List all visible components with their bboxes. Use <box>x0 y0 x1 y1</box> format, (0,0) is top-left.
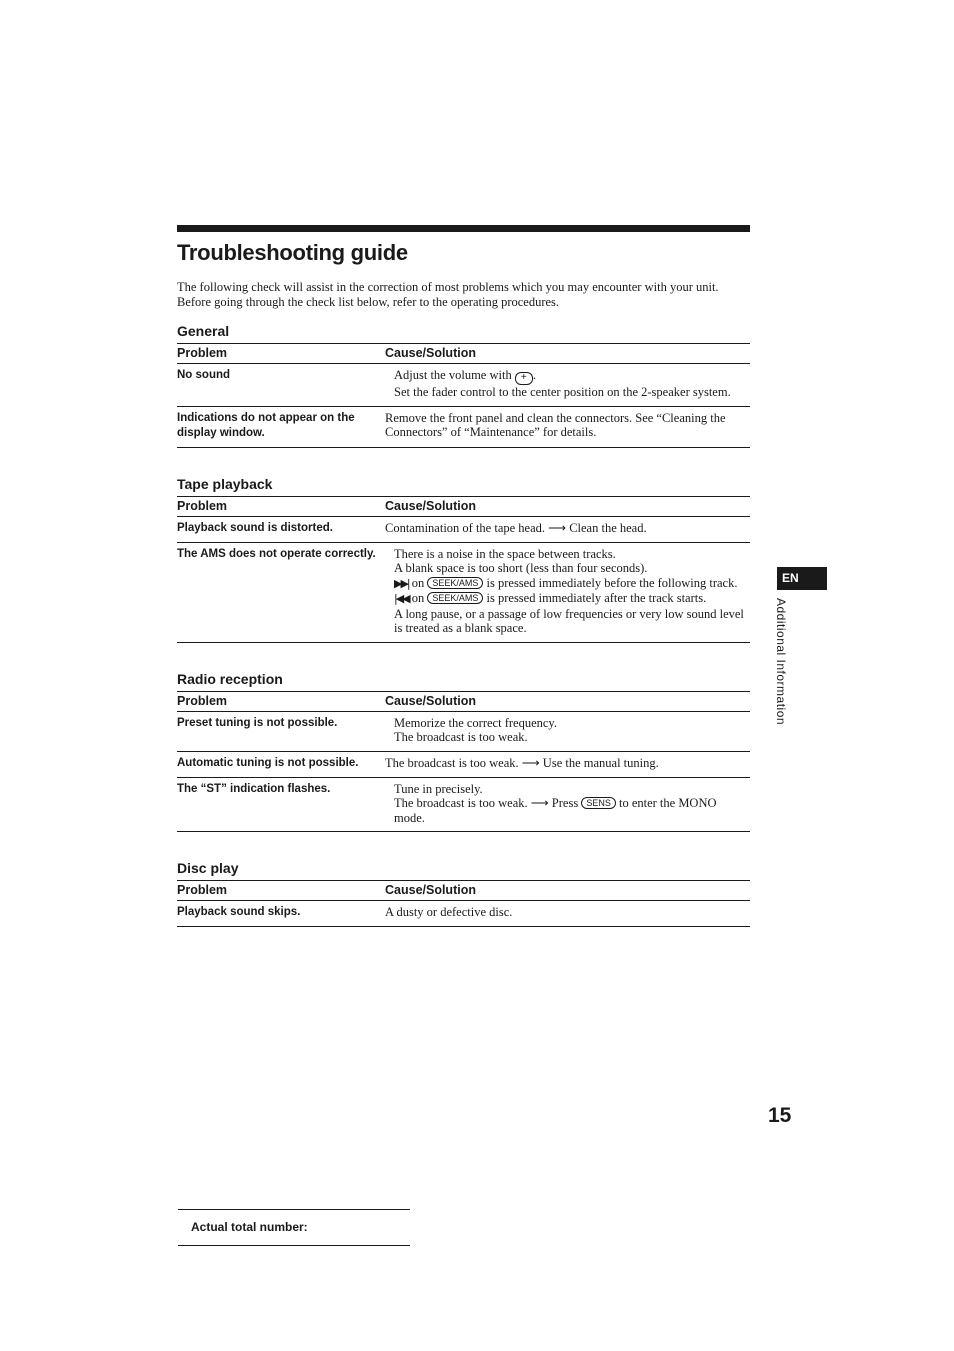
table-row <box>177 777 750 832</box>
cause-text: is pressed immediately before the following track. <box>486 575 738 590</box>
troubleshooting-page <box>177 225 750 927</box>
cause-header: Cause/Solution <box>385 881 750 901</box>
table-header-row <box>177 496 750 516</box>
cause-text: A long pause, or a passage of low frequencies or very low sound level is treated as a blank space. <box>394 606 744 635</box>
general-table <box>177 343 750 448</box>
volume-plus-key: + <box>515 372 533 385</box>
page-number: 15 <box>768 1104 792 1127</box>
problem-header: Problem <box>177 691 385 711</box>
table-row <box>177 751 750 777</box>
table-row <box>177 901 750 927</box>
cause-text: to enter the MONO mode. <box>394 796 717 825</box>
section-title: Radio reception <box>177 670 283 687</box>
cause-text: on <box>411 575 425 590</box>
problem-cell: Playback sound is distorted. <box>177 516 385 542</box>
problem-cell: The “ST” indication flashes. <box>177 777 385 832</box>
problem-header: Problem <box>177 496 385 516</box>
cause-cell: The broadcast is too weak. ⟶ Use the manual tuning. <box>385 751 750 777</box>
intro-text-1: The following check will assist in the correction of most problems which you may encounter with your unit. <box>177 280 719 294</box>
cause-text: Tune in precisely. <box>394 781 483 796</box>
cause-header: Cause/Solution <box>385 691 750 711</box>
cause-text: The broadcast is too weak. ⟶ Press <box>394 796 579 810</box>
problem-cell: No sound <box>177 364 385 407</box>
cause-cell: Contamination of the tape head. ⟶ Clean the head. <box>385 516 750 542</box>
seek-ams-key: SEEK/AMS <box>427 592 483 604</box>
problem-cell: The AMS does not operate correctly. <box>177 542 385 642</box>
cause-text: is pressed immediately after the track starts. <box>486 591 707 605</box>
cause-cell <box>385 777 750 832</box>
disc-table <box>177 880 750 927</box>
title-rule <box>177 225 750 232</box>
table-header-row <box>177 691 750 711</box>
cause-header: Cause/Solution <box>385 344 750 364</box>
cause-text: Memorize the correct frequency. <box>394 715 557 730</box>
cause-cell <box>385 364 750 407</box>
section-title: General <box>177 323 230 339</box>
table-row <box>177 406 750 447</box>
footer-box <box>178 1209 410 1246</box>
cause-cell <box>385 711 750 751</box>
cause-text: . <box>532 368 536 382</box>
section-title: Tape playback <box>177 475 273 492</box>
cause-text: The broadcast is too weak. <box>394 730 528 744</box>
table-row <box>177 516 750 542</box>
previous-track-icon: |◀◀ <box>394 592 409 605</box>
table-row <box>177 542 750 642</box>
page-title: Troubleshooting guide <box>177 240 408 265</box>
section-disc-play <box>177 860 750 927</box>
language-tab: EN <box>777 567 827 590</box>
tape-table <box>177 496 750 643</box>
problem-cell: Indications do not appear on the display window. <box>177 406 385 447</box>
cause-header: Cause/Solution <box>385 496 750 516</box>
cause-text: Adjust the volume with <box>394 368 512 382</box>
next-track-icon: ▶▶| <box>394 576 409 590</box>
section-side-label: Additional Information <box>774 598 788 726</box>
cause-text: A blank space is too short (less than four seconds). <box>394 561 648 575</box>
intro-text-2: Before going through the check list below, refer to the operating procedures. <box>177 294 560 309</box>
section-tape-playback <box>177 476 750 643</box>
footer-label: Actual total number: <box>191 1220 308 1234</box>
problem-cell: Preset tuning is not possible. <box>177 711 385 751</box>
problem-cell: Automatic tuning is not possible. <box>177 751 385 777</box>
problem-header: Problem <box>177 344 385 364</box>
cause-cell <box>385 542 750 642</box>
cause-text: There is a noise in the space between tracks. <box>394 546 616 561</box>
section-general <box>177 323 750 448</box>
table-row <box>177 364 750 407</box>
problem-cell: Playback sound skips. <box>177 901 385 927</box>
section-title: Disc play <box>177 860 239 876</box>
section-radio-reception <box>177 671 750 833</box>
cause-cell: A dusty or defective disc. <box>385 901 750 927</box>
table-header-row <box>177 344 750 364</box>
table-row <box>177 711 750 751</box>
cause-text: on <box>411 591 425 605</box>
cause-text: Set the fader control to the center position on the 2-speaker system. <box>394 385 731 399</box>
radio-table <box>177 691 750 833</box>
seek-ams-key: SEEK/AMS <box>427 577 483 589</box>
table-header-row <box>177 881 750 901</box>
sens-key: SENS <box>581 797 616 809</box>
cause-cell: Remove the front panel and clean the connectors. See “Cleaning the Connectors” of “Maintenance” for details. <box>385 406 750 447</box>
problem-header: Problem <box>177 881 385 901</box>
